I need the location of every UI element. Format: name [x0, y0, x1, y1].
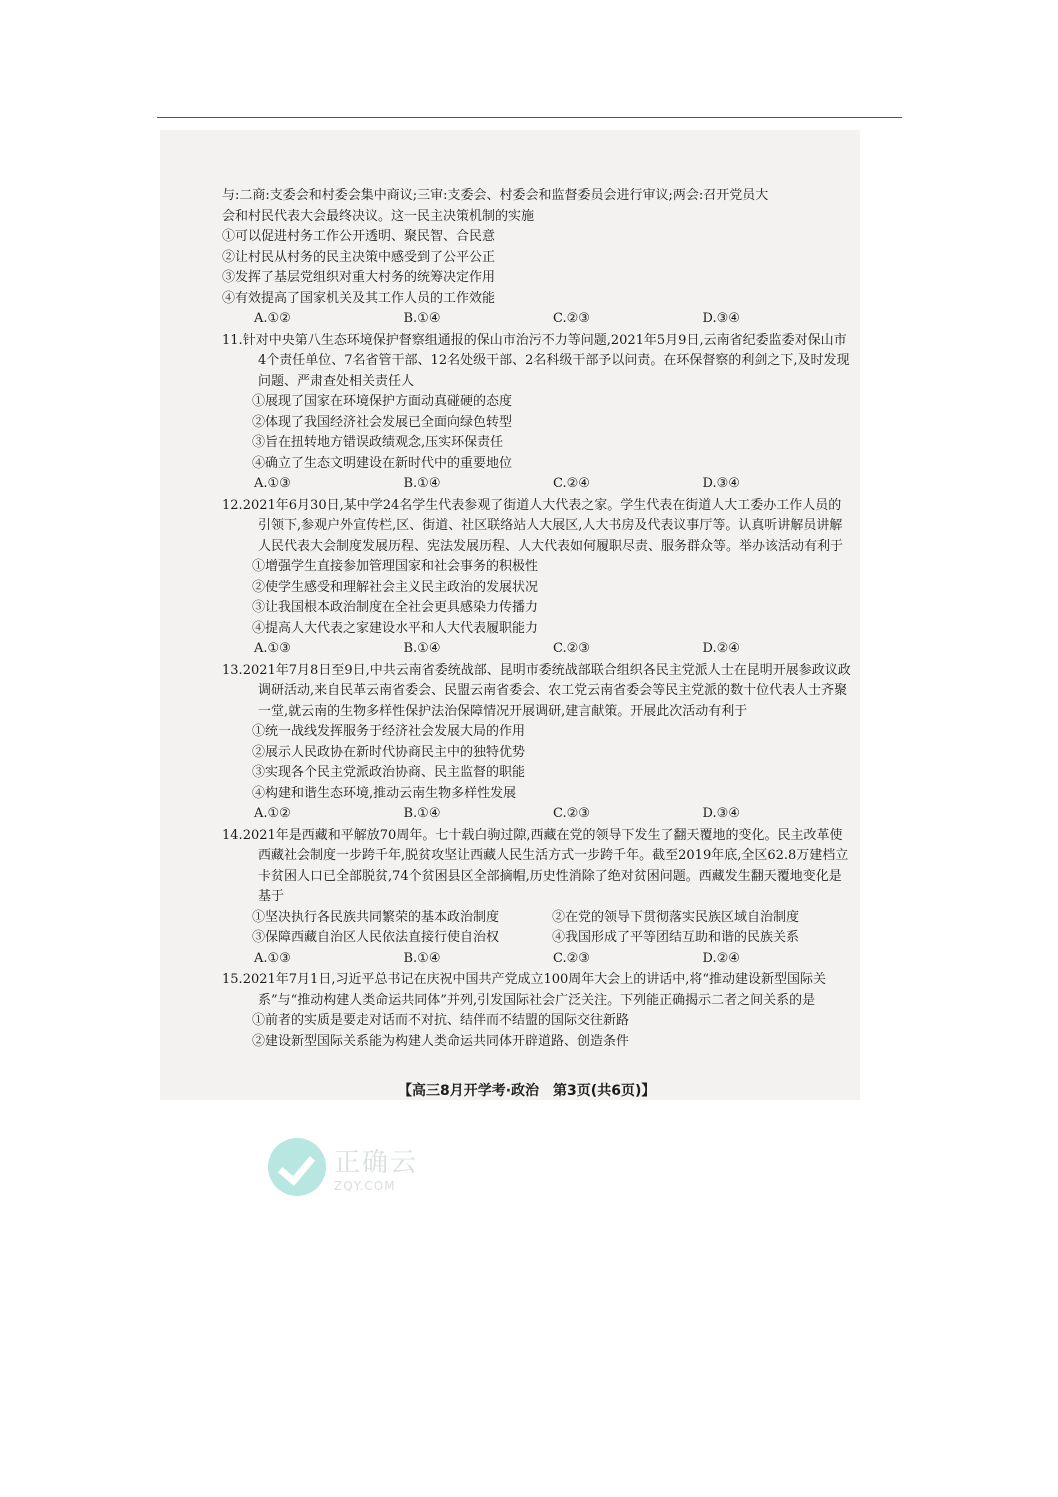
statement-item: ①可以促进村务工作公开透明、聚民智、合民意 [222, 229, 496, 244]
answer-options [222, 804, 852, 825]
answer-options [222, 639, 852, 660]
question-number: 12. [222, 497, 243, 513]
intro-block [222, 186, 852, 330]
option-b: B.①④ [403, 950, 441, 966]
question-12 [222, 496, 852, 660]
option-d: D.③④ [702, 476, 740, 491]
question-11 [222, 331, 852, 495]
statement-item: ④提高人大代表之家建设水平和人大代表履职能力 [252, 620, 539, 636]
option-c: C.②④ [553, 476, 590, 491]
answer-options [222, 474, 852, 495]
question-13 [222, 661, 852, 825]
statement-item: ①前者的实质是要走对话而不对抗、结伴而不结盟的国际交往新路 [252, 1013, 630, 1028]
option-d: D.③④ [702, 311, 740, 326]
watermark-domain: ZQY.COM [334, 1178, 396, 1193]
question-text: 2021年7月1日,习近平总书记在庆祝中国共产党成立100周年大会上的讲话中,将“推动建设新型国际关系”与“推动构建人类命运共同体”并列,引发国际社会广泛关注。下列能正确揭示二者之间关系的是 [242, 972, 827, 1008]
option-b: B.①④ [403, 806, 441, 821]
question-text: 针对中央第八生态环境保护督察组通报的保山市治污不力等问题,2021年5月9日,云南省纪委监委对保山市4个责任单位、7名省管干部、12名处级干部、2名科级干部予以问责。在环保督察的利剑之下,及时发现问题、严肃查处相关责任人 [242, 332, 850, 389]
option-c: C.②③ [553, 950, 590, 966]
option-d: D.③④ [702, 806, 740, 821]
statement-row [222, 928, 852, 949]
intro-line: 与:二商:支委会和村委会集中商议;三审:支委会、村委会和监督委员会进行审议;两会:召开党员大 [222, 188, 769, 203]
exam-page [222, 186, 852, 1052]
watermark-check-icon [268, 1138, 326, 1196]
statement-item: ③保障西藏自治区人民依法直接行使自治权 [252, 930, 500, 945]
answer-options [222, 309, 852, 330]
question-text: 2021年7月8日至9日,中共云南省委统战部、昆明市委统战部联合组织各民主党派人士在昆明开展参政议政调研活动,来自民革云南省委会、民盟云南省委会、农工党云南省委会等民主党派的数十位代表人士齐聚一堂,就云南的生物多样性保护法治保障情况开展调研,建言献策。开展此次活动有利于 [242, 662, 851, 719]
statement-item: ③发挥了基层党组织对重大村务的统筹决定作用 [222, 270, 496, 285]
question-number: 13. [222, 662, 243, 678]
option-b: B.①④ [403, 641, 441, 656]
statement-item: ①增强学生直接参加管理国家和社会事务的积极性 [252, 559, 539, 574]
intro-line: 会和村民代表大会最终决议。这一民主决策机制的实施 [222, 208, 535, 224]
question-number: 11. [222, 332, 243, 348]
watermark-text: 正确云 [334, 1147, 419, 1178]
statement-item: ②展示人民政协在新时代协商民主中的独特优势 [252, 744, 526, 760]
statement-item: ②使学生感受和理解社会主义民主政治的发展状况 [252, 579, 539, 595]
question-14 [222, 826, 852, 970]
statement-item: ③让我国根本政治制度在全社会更具感染力传播力 [252, 600, 539, 615]
question-number: 15. [222, 972, 243, 987]
statement-item: ④确立了生态文明建设在新时代中的重要地位 [252, 455, 513, 471]
option-b: B.①④ [403, 476, 441, 491]
statement-item: ④我国形成了平等团结互助和谐的民族关系 [552, 930, 800, 945]
option-a: A.①② [254, 311, 291, 326]
option-c: C.②③ [553, 311, 590, 326]
question-text: 2021年是西藏和平解放70周年。七十载白驹过隙,西藏在党的领导下发生了翻天覆地的变化。民主改革使西藏社会制度一步跨千年,脱贫攻坚让西藏人民生活方式一步跨千年。截至2019年底,全区62.8万建档立卡贫困人口已全部脱贫,74个贫困县区全部摘帽,历史性消除了绝对贫困问题。西藏发生翻天覆地变化是基于 [242, 827, 849, 904]
answer-options [222, 949, 852, 970]
statement-item: ③实现各个民主党派政治协商、民主监督的职能 [252, 765, 526, 780]
page-footer: 【高三8月开学考·政治 第3页(共6页)】 [398, 1083, 656, 1099]
statement-item: ④有效提高了国家机关及其工作人员的工作效能 [222, 290, 496, 306]
statement-item: ①展现了国家在环境保护方面动真碰硬的态度 [252, 394, 513, 409]
statement-row [222, 908, 852, 929]
option-a: A.①③ [254, 476, 291, 491]
question-stem [222, 331, 852, 393]
option-c: C.②③ [553, 641, 590, 656]
question-stem [222, 970, 852, 1011]
option-d: D.②④ [702, 950, 740, 966]
option-a: A.①② [254, 806, 291, 821]
question-stem [222, 496, 852, 558]
question-15 [222, 970, 852, 1052]
statement-item: ②在党的领导下贯彻落实民族区域自治制度 [552, 909, 800, 925]
question-number: 14. [222, 827, 243, 843]
statement-item: ②体现了我国经济社会发展已全面向绿色转型 [252, 414, 513, 430]
watermark [268, 1138, 418, 1196]
question-stem [222, 661, 852, 723]
top-rule [157, 117, 902, 118]
option-b: B.①④ [403, 311, 441, 326]
statement-item: ②建设新型国际关系能为构建人类命运共同体开辟道路、创造条件 [252, 1033, 630, 1049]
statement-item: ③旨在扭转地方错误政绩观念,压实环保责任 [252, 435, 504, 450]
question-text: 2021年6月30日,某中学24名学生代表参观了街道人大代表之家。学生代表在街道人大工委办工作人员的引领下,参观户外宣传栏,区、街道、社区联络站人大展区,人大书房及代表议事厅等。认真听讲解员讲解人民代表大会制度发展历程、宪法发展历程、人大代表如何履职尽责、服务群众等。举办该活动有利于 [242, 497, 844, 554]
option-a: A.①③ [254, 950, 291, 966]
statement-item: ②让村民从村务的民主决策中感受到了公平公正 [222, 249, 496, 265]
option-c: C.②③ [553, 806, 590, 821]
statement-item: ①坚决执行各民族共同繁荣的基本政治制度 [252, 909, 500, 925]
option-d: D.②④ [702, 641, 740, 656]
statement-item: ①统一战线发挥服务于经济社会发展大局的作用 [252, 724, 526, 739]
option-a: A.①③ [254, 641, 291, 656]
statement-item: ④构建和谐生态环境,推动云南生物多样性发展 [252, 785, 517, 801]
question-stem [222, 826, 852, 908]
